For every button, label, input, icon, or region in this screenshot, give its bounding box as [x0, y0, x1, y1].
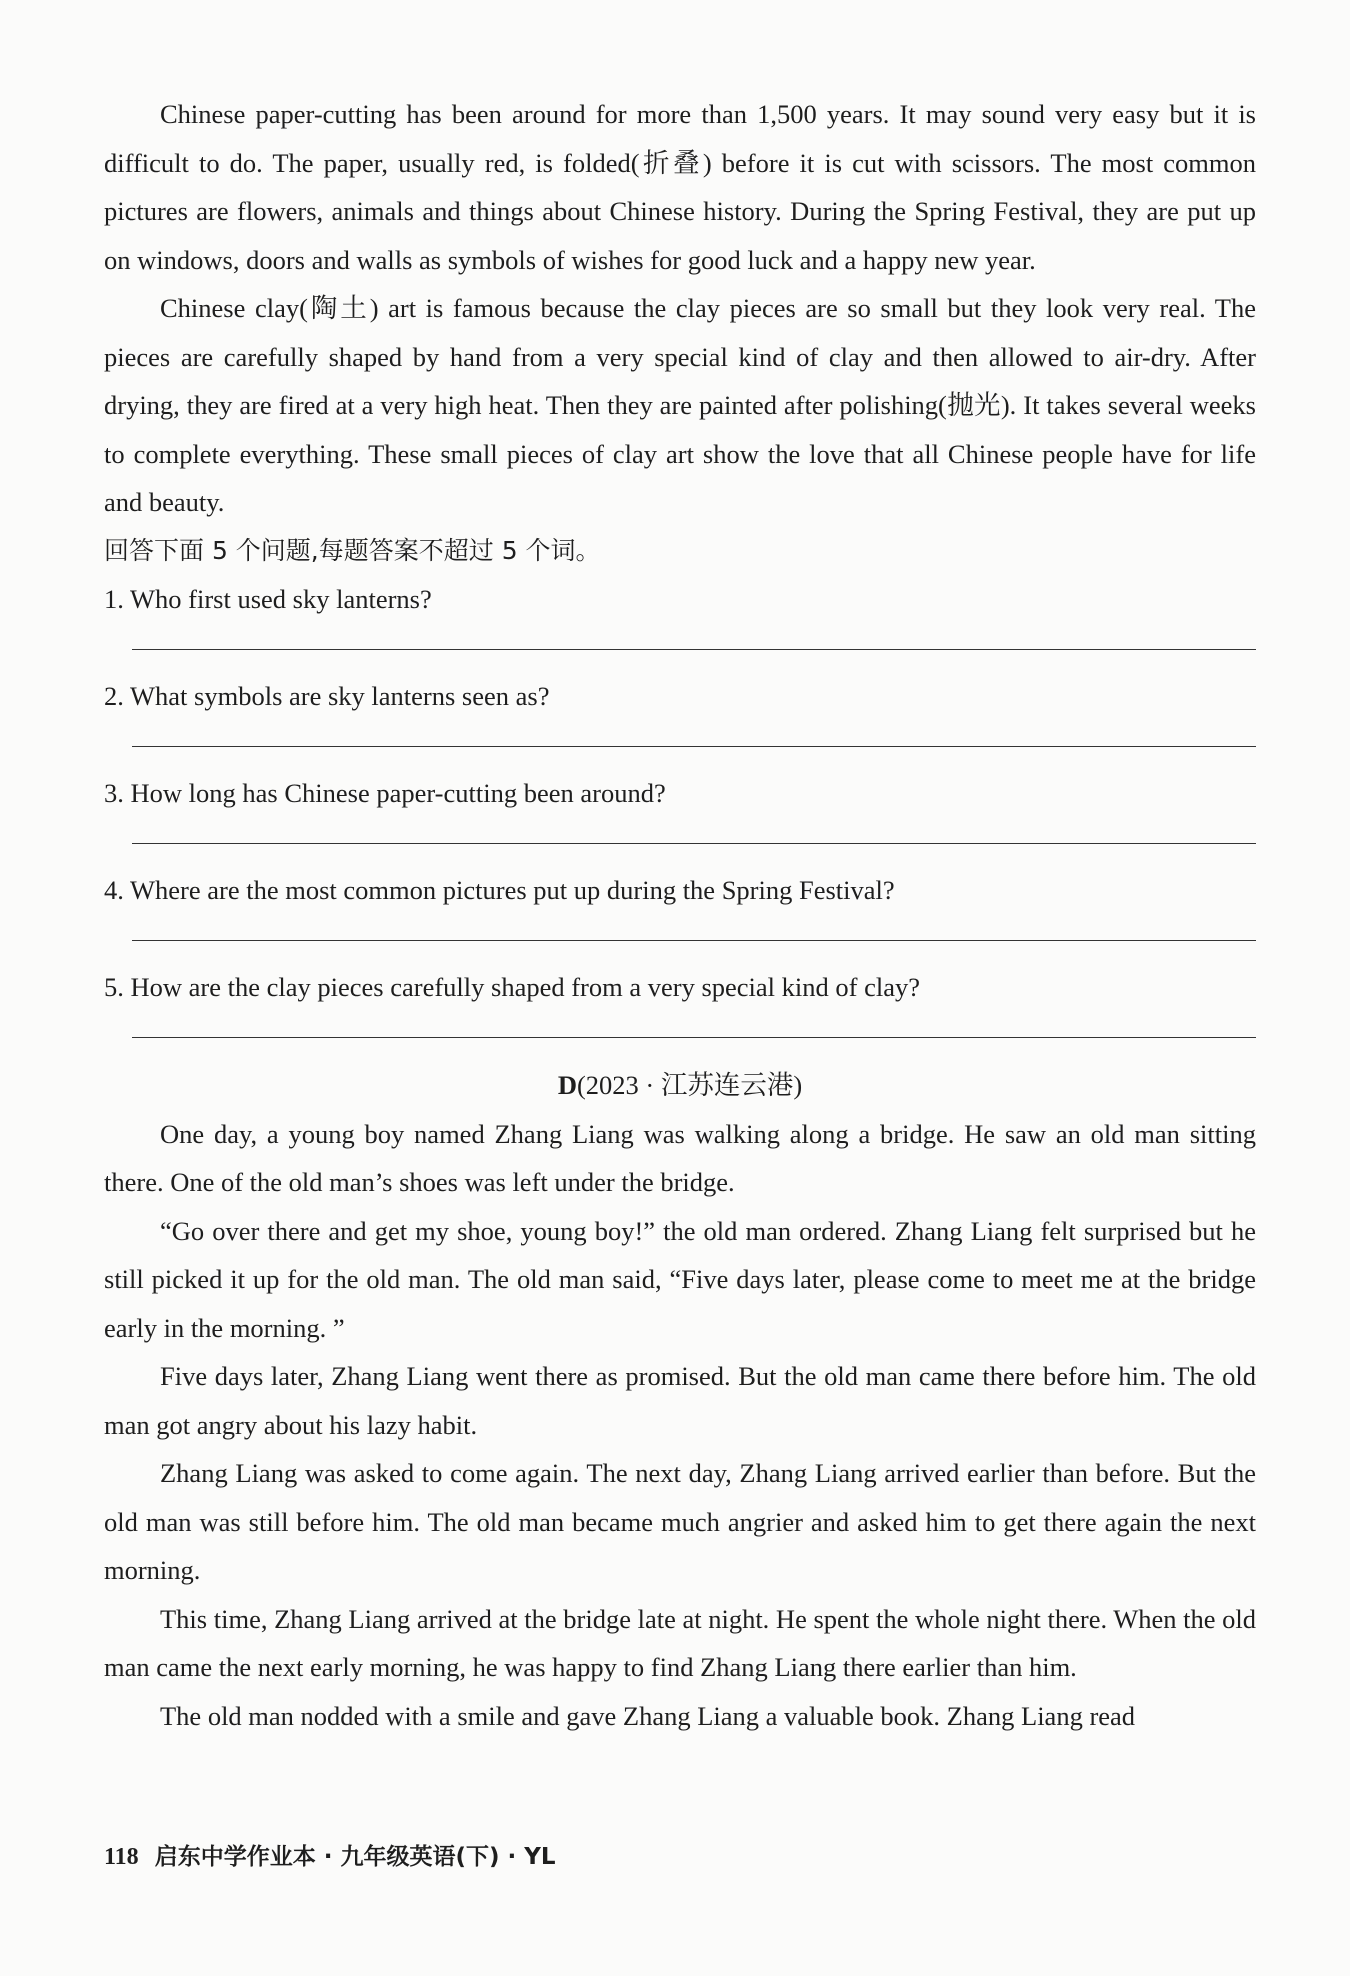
story-paragraph-6: The old man nodded with a smile and gave Zhang Liang a valuable book. Zhang Liang read: [160, 1700, 1136, 1731]
answer-line-4[interactable]: [132, 940, 1256, 941]
page-number: 118: [104, 1844, 139, 1870]
story-paragraph-4: Zhang Liang was asked to come again. The next day, Zhang Liang arrived earlier than before. But the old man was still before him. The old man became much angrier and asked him to get there again the next morning.: [104, 1458, 1256, 1585]
section-d-passage: [104, 1110, 1256, 1741]
book-title: 启东中学作业本 · 九年级英语(下) · YL: [154, 1844, 556, 1870]
section-d-letter: D: [557, 1069, 577, 1100]
story-paragraph-2: “Go over there and get my shoe, young boy!” the old man ordered. Zhang Liang felt surprised but he still picked it up for the old man. The old man said, “Five days later, please come to meet me at the bridge early in the morning. ”: [104, 1215, 1256, 1343]
question-3: 3. How long has Chinese paper-cutting been around?: [104, 777, 666, 808]
page-footer: [104, 1838, 556, 1871]
question-instruction: 回答下面 5 个问题,每题答案不超过 5 个词。: [104, 535, 601, 565]
page-content: [104, 90, 1256, 1740]
section-d-source: (2023 · 江苏连云港): [576, 1069, 803, 1100]
passage-paragraph-clay-art: Chinese clay(陶土) art is famous because the clay pieces are so small but they look very real. The pieces are carefully shaped by hand from a very special kind of clay and then allowed to air-dry. After drying, they are fired at a very high heat. Then they are painted after polishing(抛光). It takes several weeks to complete everything. These small pieces of clay art show the love that all Chinese people have for life and beauty.: [104, 293, 1256, 517]
answer-line-1[interactable]: [132, 649, 1256, 650]
question-2: 2. What symbols are sky lanterns seen as?: [104, 680, 550, 711]
question-1: 1. Who first used sky lanterns?: [104, 583, 432, 614]
answer-line-2[interactable]: [132, 746, 1256, 747]
question-5: 5. How are the clay pieces carefully shaped from a very special kind of clay?: [104, 971, 920, 1002]
story-paragraph-1: One day, a young boy named Zhang Liang was walking along a bridge. He saw an old man sitting there. One of the old man’s shoes was left under the bridge.: [104, 1118, 1256, 1197]
answer-line-3[interactable]: [132, 843, 1256, 844]
story-paragraph-5: This time, Zhang Liang arrived at the bridge late at night. He spent the whole night there. When the old man came the next early morning, he was happy to find Zhang Liang there earlier than him.: [104, 1603, 1256, 1682]
section-d-title: [104, 1060, 1256, 1110]
question-list: [104, 575, 1256, 1038]
story-paragraph-3: Five days later, Zhang Liang went there as promised. But the old man came there before him. The old man got angry about his lazy habit.: [104, 1361, 1256, 1440]
passage-paragraph-paper-cutting: Chinese paper-cutting has been around for more than 1,500 years. It may sound very easy but it is difficult to do. The paper, usually red, is folded(折叠) before it is cut with scissors. The most common pictures are flowers, animals and things about Chinese history. During the Spring Festival, they are put up on windows, doors and walls as symbols of wishes for good luck and a happy new year.: [104, 99, 1256, 275]
answer-line-5[interactable]: [132, 1037, 1256, 1038]
question-4: 4. Where are the most common pictures put up during the Spring Festival?: [104, 874, 895, 905]
